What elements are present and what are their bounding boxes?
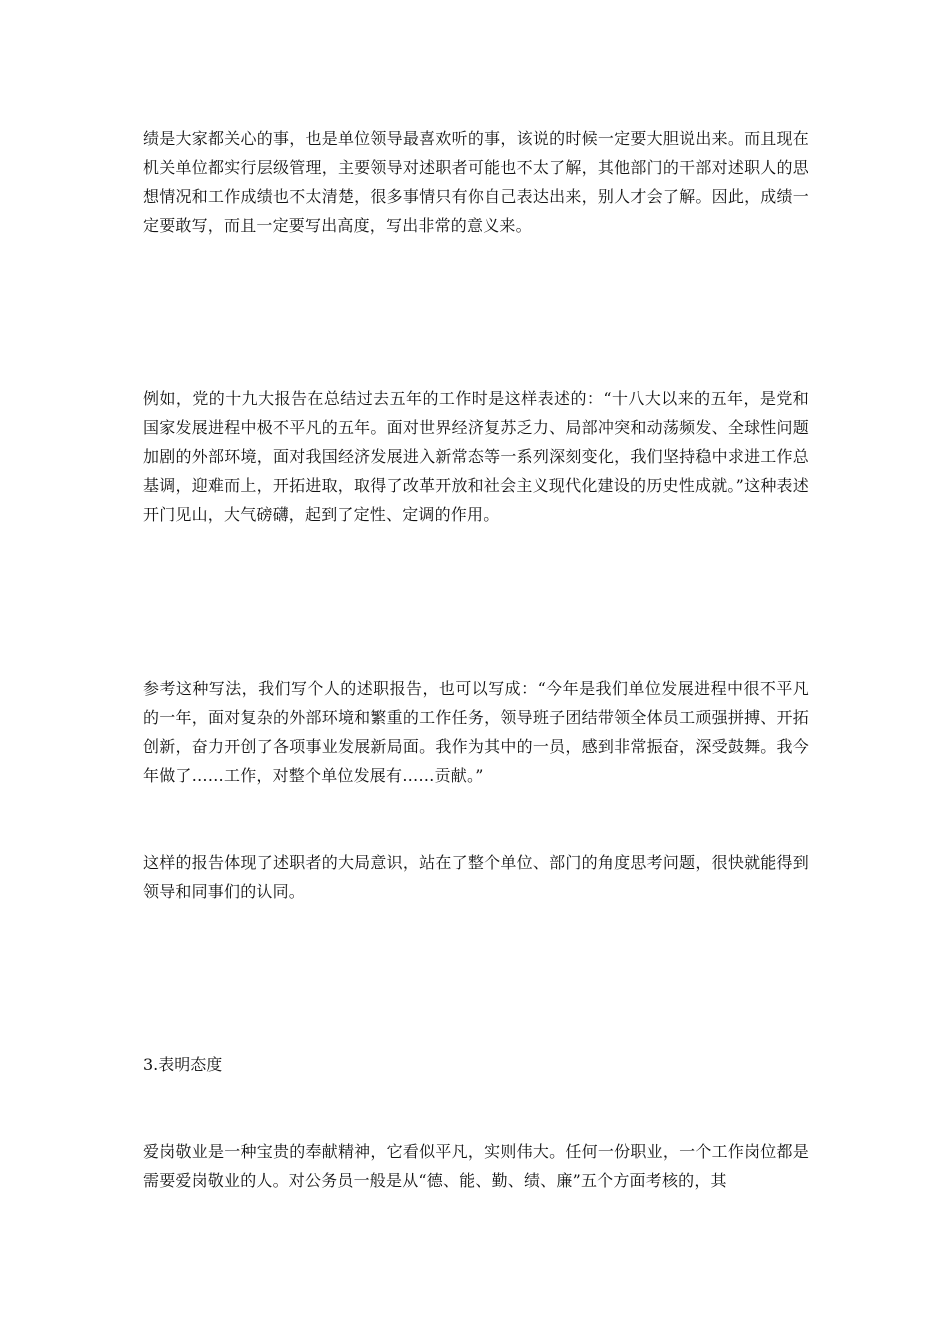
paragraph-dedication: 爱岗敬业是一种宝贵的奉献精神，它看似平凡，实则伟大。任何一份职业，一个工作岗位都是需要爱岗敬业的人。对公务员一般是从“德、能、勤、绩、廉”五个方面考核的，其 — [143, 1142, 809, 1190]
paragraph-example-report: 例如，党的十九大报告在总结过去五年的工作时是这样表述的：“十八大以来的五年，是党和国家发展进程中极不平凡的五年。面对世界经济复苏乏力、局部冲突和动荡频发、全球性问题加剧的外部环境，面对我国经济发展进入新常态等一系列深刻变化，我们坚持稳中求进工作总基调，迎难而上，开拓进取，取得了改革开放和社会主义现代化建设的历史性成就。”这种表述开门见山，大气磅礴，起到了定性、定调的作用。 — [143, 389, 809, 524]
paragraph-overall-awareness: 这样的报告体现了述职者的大局意识，站在了整个单位、部门的角度思考问题，很快就能得到领导和同事们的认同。 — [143, 853, 809, 901]
paragraph-achievements: 绩是大家都关心的事，也是单位领导最喜欢听的事，该说的时候一定要大胆说出来。而且现在机关单位都实行层级管理，主要领导对述职者可能也不太了解，其他部门的干部对述职人的思想情况和工作成绩也不太清楚，很多事情只有你自己表达出来，别人才会了解。因此，成绩一定要敢写，而且一定要写出高度，写出非常的意义来。 — [143, 129, 809, 235]
section-heading: 3.表明态度 — [143, 1055, 223, 1074]
paragraph-reference-writing: 参考这种写法，我们写个人的述职报告，也可以写成：“今年是我们单位发展进程中很不平凡的一年，面对复杂的外部环境和繁重的工作任务，领导班子团结带领全体员工顽强拼搏、开拓创新，奋力开创了各项事业发展新局面。我作为其中的一员，感到非常振奋，深受鼓舞。我今年做了……工作，对整个单位发展有……贡献。” — [143, 679, 809, 785]
